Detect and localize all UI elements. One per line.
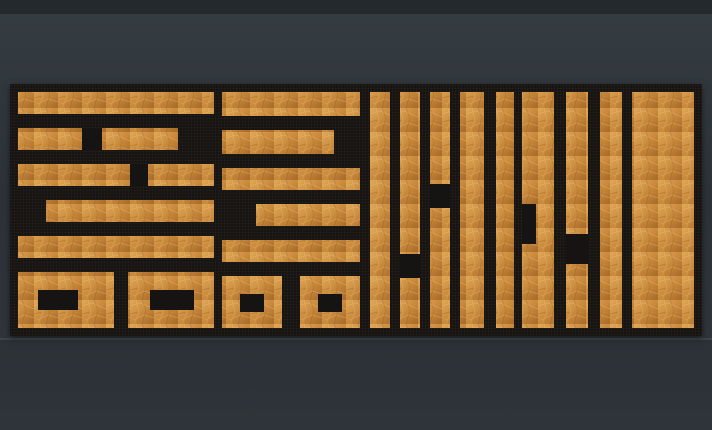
kufic-calligraphy-artwork [10,84,702,336]
shelf-edge-line [0,338,712,340]
table-surface [0,340,712,430]
calligraphy-plaque [10,84,702,336]
top-edge [0,0,712,14]
gold-leaf-glyphs [18,92,694,328]
